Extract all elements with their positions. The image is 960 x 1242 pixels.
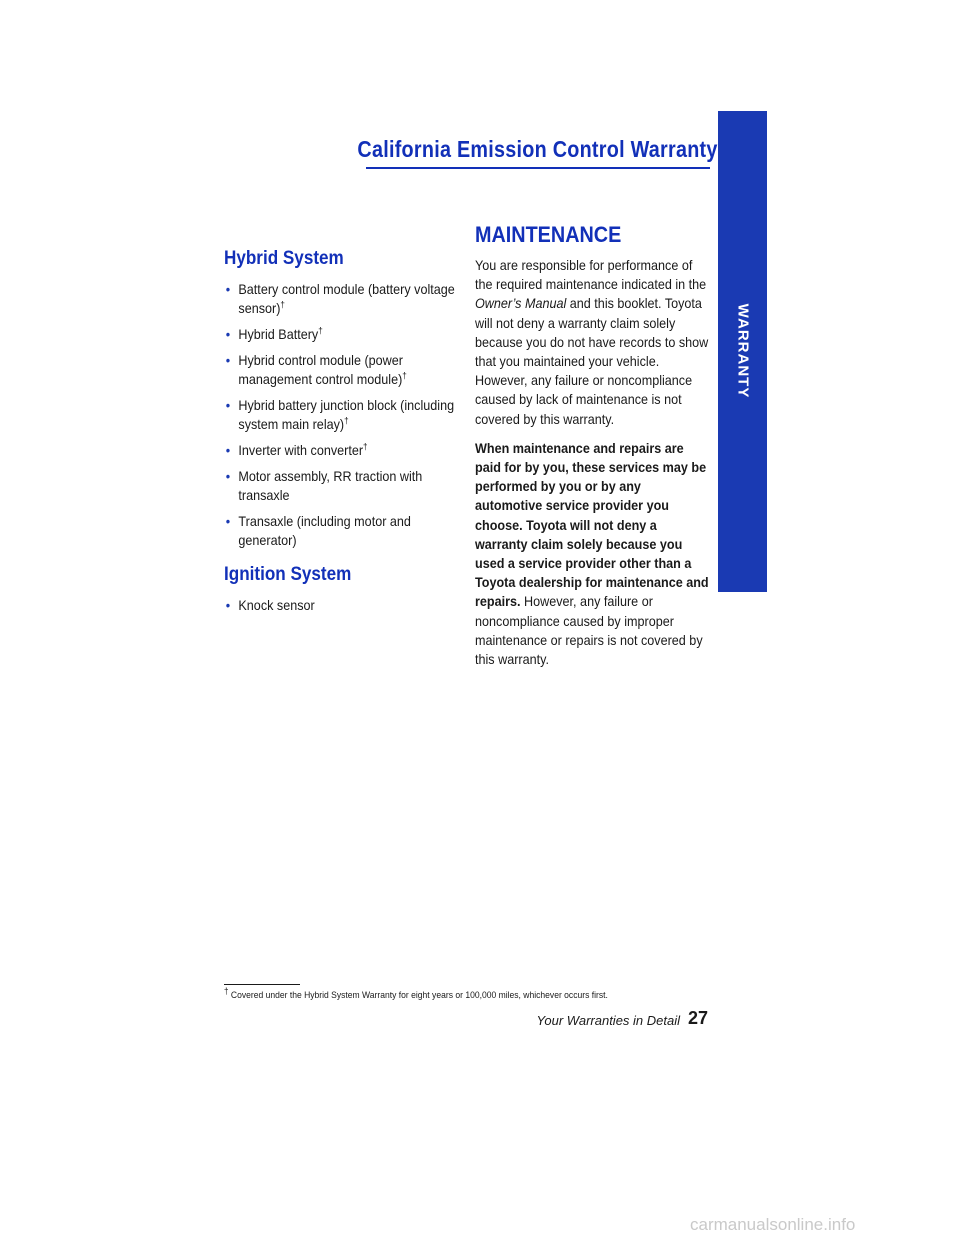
- ignition-system-heading: Ignition System: [224, 564, 352, 585]
- list-item-text: Knock sensor: [238, 597, 315, 613]
- footnote-marker: †: [344, 415, 349, 426]
- owners-manual-reference: Owner’s Manual: [475, 295, 567, 312]
- bullet-icon: •: [225, 442, 231, 458]
- list-item-text: Motor assembly, RR traction with transaxle: [238, 468, 423, 503]
- footnote-marker: †: [318, 325, 323, 336]
- list-item-text: Hybrid battery junction block (including system main relay): [238, 397, 455, 432]
- list-item-text: Inverter with converter: [238, 442, 364, 458]
- ignition-system-list: [224, 596, 464, 615]
- bullet-icon: •: [225, 281, 231, 297]
- watermark: carmanualsonline.info: [690, 1215, 856, 1234]
- maintenance-para1-start: You are responsible for performance of the required maintenance indicated in the: [475, 257, 707, 293]
- footnote-marker: †: [280, 299, 285, 310]
- list-item: [224, 396, 468, 434]
- page-title: California Emission Control Warranty: [357, 136, 718, 162]
- footer-section-label: Your Warranties in Detail: [536, 1013, 680, 1028]
- footnote-rule: [224, 984, 300, 985]
- footnote-mark: †: [224, 985, 229, 996]
- bullet-icon: •: [225, 352, 231, 368]
- bullet-icon: •: [225, 513, 231, 529]
- list-item-text: Hybrid Battery: [238, 326, 319, 342]
- side-tab-label: WARRANTY: [734, 303, 751, 399]
- bullet-icon: •: [225, 597, 231, 613]
- list-item: [224, 596, 468, 615]
- right-column: [475, 222, 710, 679]
- bullet-icon: •: [225, 326, 231, 342]
- list-item: [224, 325, 468, 344]
- left-column: [224, 248, 464, 629]
- list-item: [224, 512, 468, 550]
- title-rule: [366, 167, 710, 169]
- footnote-text: Covered under the Hybrid System Warranty for eight years or 100,000 miles, whichever occurs first.: [230, 990, 608, 1001]
- list-item-text: Hybrid control module (power management control module): [238, 352, 403, 387]
- maintenance-paragraph-1: [475, 256, 711, 429]
- hybrid-system-list: [224, 280, 464, 550]
- page-number: 27: [688, 1008, 709, 1028]
- list-item: [224, 441, 468, 460]
- bullet-icon: •: [225, 397, 231, 413]
- list-item: [224, 280, 468, 318]
- list-item: [224, 351, 468, 389]
- list-item-text: Battery control module (battery voltage sensor): [238, 281, 455, 316]
- list-item-text: Transaxle (including motor and generator): [238, 513, 411, 548]
- hybrid-system-heading: Hybrid System: [224, 248, 344, 269]
- bullet-icon: •: [225, 468, 231, 484]
- footnote-marker: †: [402, 370, 407, 381]
- maintenance-paragraph-2: [475, 439, 711, 669]
- maintenance-para2-rest: However, any failure or noncompliance caused by improper maintenance or repairs is not covered by this warranty.: [475, 593, 703, 668]
- list-item: [224, 467, 468, 505]
- footnote: [224, 985, 608, 1001]
- footnote-marker: †: [363, 441, 368, 452]
- side-tab[interactable]: [718, 111, 767, 592]
- maintenance-para2-bold: When maintenance and repairs are paid for by you, these services may be performed by you or by any automotive service provider you choose. Toyota will not deny a warranty claim solely because you used a service provider other than a Toyota dealership for maintenance and repairs.: [475, 439, 709, 610]
- maintenance-para1-end: and this booklet. Toyota will not deny a warranty claim solely because you do not have records to show that you maintained your vehicle. However, any failure or noncompliance caused by lack of maintenance is not covered by this warranty.: [475, 295, 709, 427]
- maintenance-heading: MAINTENANCE: [475, 222, 622, 247]
